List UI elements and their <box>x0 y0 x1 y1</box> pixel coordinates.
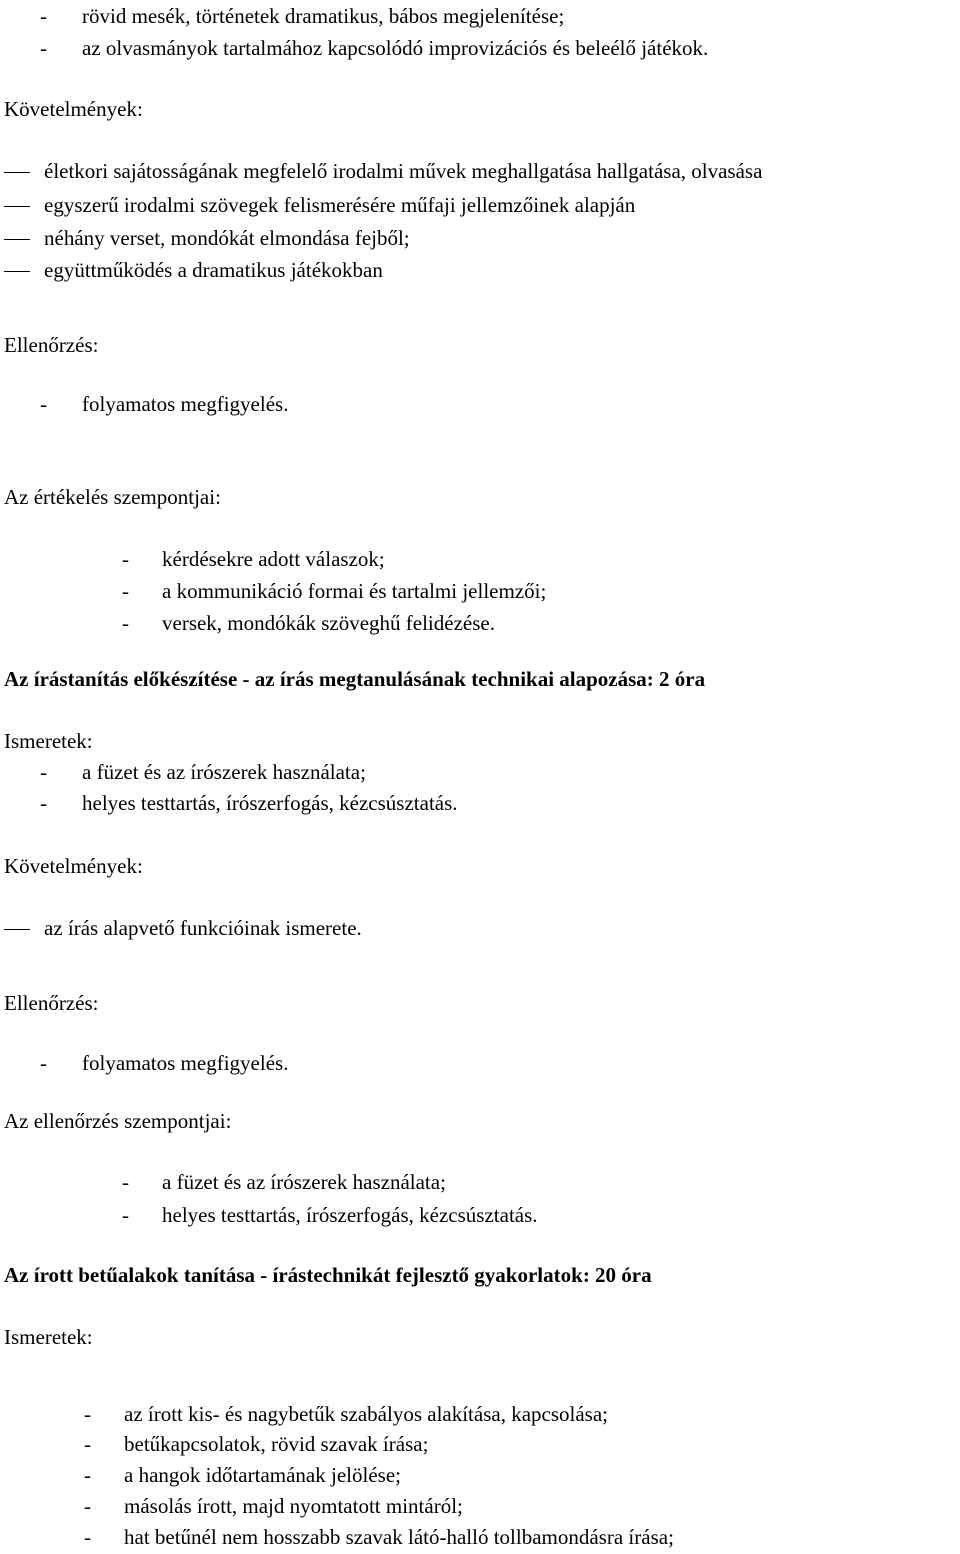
list-item-text: az írás alapvető funkcióinak ismerete. <box>44 916 362 940</box>
list-bullet: - <box>40 392 47 416</box>
list-bullet: - <box>122 1170 129 1194</box>
list-item-text: helyes testtartás, írószerfogás, kézcsúsztatás. <box>162 1203 538 1227</box>
section-title: Az írott betűalakok tanítása - írástechnikát fejlesztő gyakorlatok: 20 óra <box>4 1263 652 1287</box>
list-item-text: helyes testtartás, írószerfogás, kézcsúsztatás. <box>82 791 458 815</box>
list-item-text: rövid mesék, történetek dramatikus, bábos megjelenítése; <box>82 4 565 28</box>
list-item-text: a füzet és az írószerek használata; <box>162 1170 446 1194</box>
list-item-text: folyamatos megfigyelés. <box>82 1051 289 1075</box>
list-bullet: - <box>84 1494 91 1518</box>
section-heading: Ellenőrzés: <box>4 991 99 1015</box>
list-bullet: - <box>40 791 47 815</box>
section-heading: Követelmények: <box>4 854 143 878</box>
list-bullet: - <box>40 36 47 60</box>
dash-bullet <box>4 172 30 173</box>
list-item-text: az írott kis- és nagybetűk szabályos alakítása, kapcsolása; <box>124 1402 609 1426</box>
list-item-text: életkori sajátosságának megfelelő irodalmi művek meghallgatása hallgatása, olvasása <box>44 159 763 183</box>
list-bullet: - <box>122 1203 129 1227</box>
list-item-text: folyamatos megfigyelés. <box>82 392 289 416</box>
section-heading: Ismeretek: <box>4 729 93 753</box>
list-item-text: kérdésekre adott válaszok; <box>162 547 385 571</box>
list-item-text: betűkapcsolatok, rövid szavak írása; <box>124 1432 429 1456</box>
list-bullet: - <box>84 1463 91 1487</box>
list-item-text: másolás írott, majd nyomtatott mintáról; <box>124 1494 463 1518</box>
list-item-text: a kommunikáció formai és tartalmi jellemzői; <box>162 579 547 603</box>
list-item-text: néhány verset, mondókát elmondása fejből; <box>44 226 410 250</box>
section-heading: Az értékelés szempontjai: <box>4 485 221 509</box>
list-bullet: - <box>122 547 129 571</box>
list-bullet: - <box>84 1525 91 1549</box>
section-heading: Követelmények: <box>4 97 143 121</box>
section-heading: Az ellenőrzés szempontjai: <box>4 1109 232 1133</box>
section-title: Az írástanítás előkészítése - az írás megtanulásának technikai alapozása: 2 óra <box>4 667 706 691</box>
list-bullet: - <box>40 760 47 784</box>
dash-bullet <box>4 206 30 207</box>
dash-bullet <box>4 271 30 272</box>
list-bullet: - <box>122 579 129 603</box>
list-bullet: - <box>84 1402 91 1426</box>
section-heading: Ismeretek: <box>4 1325 93 1349</box>
list-item-text: együttműködés a dramatikus játékokban <box>44 258 383 282</box>
list-item-text: hat betűnél nem hosszabb szavak látó-halló tollbamondásra írása; <box>124 1525 674 1549</box>
list-item-text: versek, mondókák szöveghű felidézése. <box>162 611 495 635</box>
section-heading: Ellenőrzés: <box>4 333 99 357</box>
list-item-text: a füzet és az írószerek használata; <box>82 760 366 784</box>
dash-bullet <box>4 239 30 240</box>
dash-bullet <box>4 929 30 930</box>
list-bullet: - <box>122 611 129 635</box>
list-item-text: az olvasmányok tartalmához kapcsolódó improvizációs és beleélő játékok. <box>82 36 709 60</box>
list-bullet: - <box>84 1432 91 1456</box>
list-bullet: - <box>40 4 47 28</box>
list-item-text: a hangok időtartamának jelölése; <box>124 1463 401 1487</box>
list-bullet: - <box>40 1051 47 1075</box>
list-item-text: egyszerű irodalmi szövegek felismerésére műfaji jellemzőinek alapján <box>44 193 636 217</box>
